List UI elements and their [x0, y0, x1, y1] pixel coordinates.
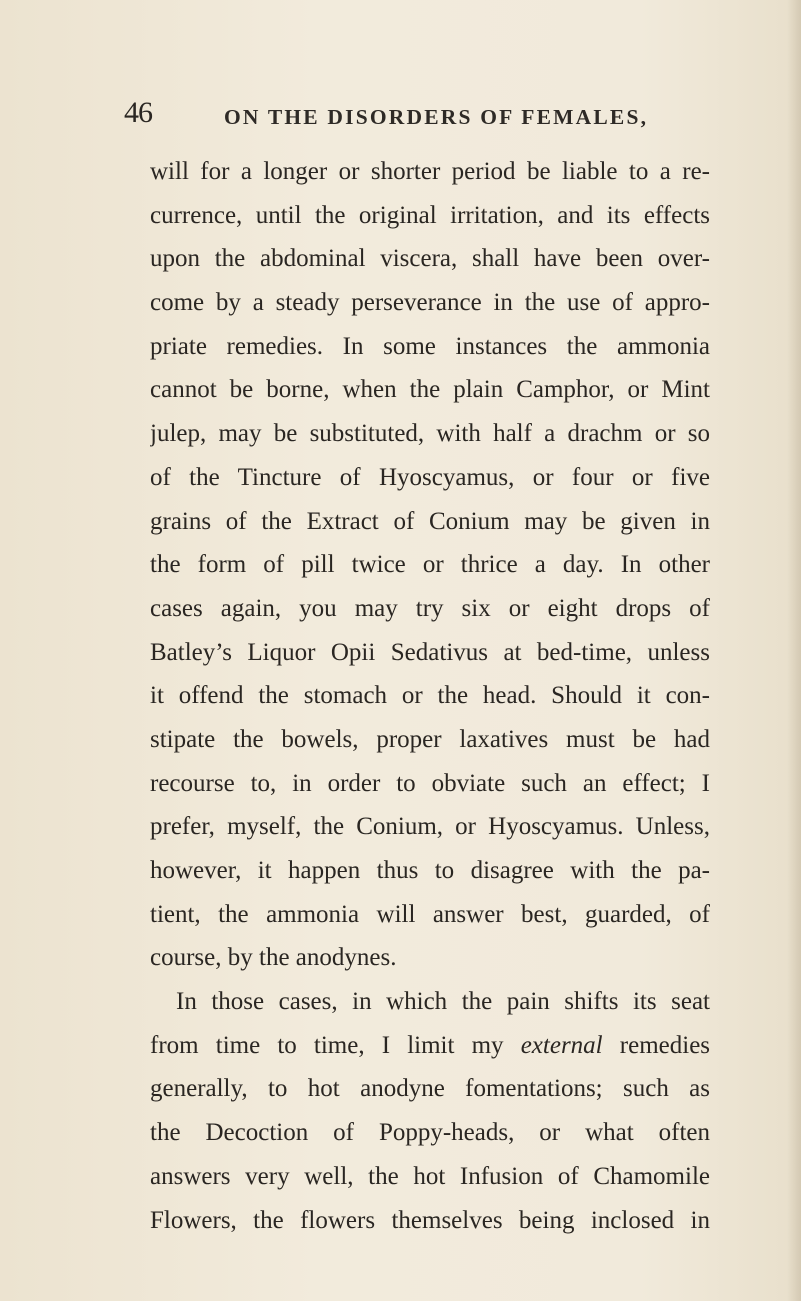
- text-line: however, it happen thus to disagree with the pa-: [150, 857, 710, 884]
- text-line: answers very well, the hot Infusion of Chamomile: [150, 1162, 710, 1190]
- text-line: the Decoction of Poppy-heads, or what often: [150, 1119, 710, 1147]
- page-header: [124, 90, 684, 136]
- text-segment: from time to time, I limit my: [150, 1031, 504, 1059]
- text-line: recourse to, in order to obviate such an effect; I: [150, 769, 710, 797]
- page-number: 46: [124, 96, 152, 129]
- text-line: Flowers, the flowers themselves being inclosed in: [150, 1206, 710, 1234]
- text-line: upon the abdominal viscera, shall have been over-: [150, 245, 710, 273]
- page-edge-shadow: [787, 0, 801, 1301]
- text-line-paragraph-end: course, by the anodynes.: [150, 944, 397, 972]
- text-line: cases again, you may try six or eight drops of: [150, 594, 710, 622]
- text-line: come by a steady perseverance in the use of appro-: [150, 289, 710, 317]
- italic-word: external: [520, 1031, 603, 1059]
- text-line-with-emphasis: [150, 1024, 710, 1068]
- text-line: of the Tincture of Hyoscyamus, or four or five: [150, 463, 710, 491]
- text-line: stipate the bowels, proper laxatives must be had: [150, 725, 710, 753]
- text-line: will for a longer or shorter period be liable to a re-: [150, 158, 710, 185]
- text-line: Batley’s Liquor Opii Sedativus at bed-time, unless: [150, 638, 710, 666]
- text-segment: remedies: [619, 1031, 710, 1059]
- text-line: it offend the stomach or the head. Should it con-: [150, 682, 710, 710]
- text-line: currence, until the original irritation, and its effects: [150, 201, 710, 229]
- body-text: [150, 150, 710, 1242]
- text-line-paragraph-start: In those cases, in which the pain shifts its seat: [176, 988, 710, 1016]
- text-line: julep, may be substituted, with half a drachm or so: [150, 420, 710, 448]
- running-head: ON THE DISORDERS OF FEMALES,: [224, 105, 649, 129]
- text-line: tient, the ammonia will answer best, guarded, of: [150, 900, 710, 928]
- text-line: the form of pill twice or thrice a day. In other: [150, 551, 710, 579]
- text-line: generally, to hot anodyne fomentations; such as: [150, 1075, 710, 1103]
- text-line: prefer, myself, the Conium, or Hyoscyamus. Unless,: [150, 813, 710, 841]
- text-line: cannot be borne, when the plain Camphor, or Mint: [150, 376, 710, 404]
- text-line: grains of the Extract of Conium may be given in: [150, 507, 710, 535]
- text-line: priate remedies. In some instances the ammonia: [150, 332, 710, 360]
